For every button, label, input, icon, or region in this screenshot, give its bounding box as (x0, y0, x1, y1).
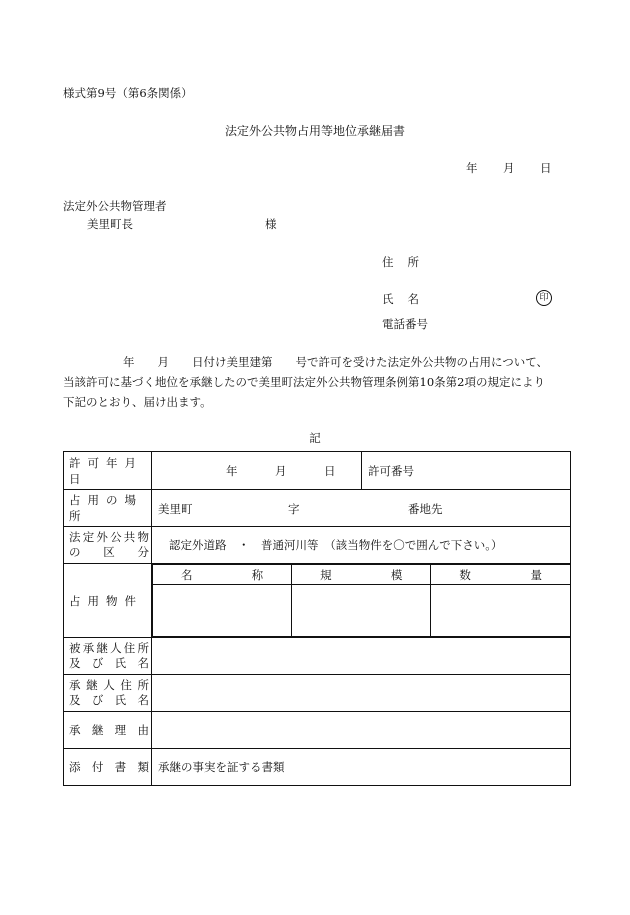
date-day-label: 日 (540, 161, 552, 175)
addressee-mayor: 美里町長 (87, 217, 133, 231)
permit-date-label: 許可年月日 (64, 452, 152, 490)
predecessor-label-line-2: 及び氏名 (69, 656, 149, 670)
predecessor-field[interactable] (152, 638, 571, 675)
document-title: 法定外公共物占用等地位承継届書 (224, 124, 405, 138)
object-name-input[interactable] (153, 585, 292, 637)
col-qty-char-2: 量 (530, 567, 542, 582)
place-field[interactable] (152, 490, 571, 527)
col-name-char-2: 称 (251, 567, 264, 582)
predecessor-label-line-1: 被承継人住所 (69, 641, 149, 655)
object-field (152, 564, 571, 638)
date-year-label: 年 (466, 161, 478, 175)
addressee-manager: 法定外公共物管理者 (63, 199, 167, 213)
body-line-2: 当該許可に基づく地位を承継したので美里町法定外公共物管理条例第10条第2項の規定により (63, 375, 545, 389)
predecessor-label (64, 638, 152, 675)
object-label: 占用物件 (64, 564, 152, 638)
category-label-line-1: 法定外公共物 (69, 530, 149, 544)
permit-day-label: 日 (324, 464, 336, 478)
row-reason (64, 712, 571, 749)
applicant-name-label: 氏名 (382, 292, 433, 306)
form-number: 様式第9号（第6条関係） (63, 86, 193, 100)
successor-label (64, 675, 152, 712)
place-aza: 字 (288, 502, 300, 516)
permit-month-label: 月 (275, 464, 287, 478)
body-paragraph (63, 352, 563, 412)
seal-mark-icon: 印 (536, 290, 552, 306)
object-subtable (152, 564, 570, 637)
category-label-line-2: の 区 分 (69, 545, 149, 559)
place-banchi: 番地先 (408, 502, 443, 516)
permit-date-field[interactable] (152, 452, 362, 490)
applicant-address-label: 住所 (382, 255, 433, 269)
category-value: 認定外道路 ・ 普通河川等 （該当物件を〇で囲んで下さい。） (169, 538, 503, 552)
application-table (63, 451, 571, 786)
body-line-3: 下記のとおり、届け出ます。 (63, 395, 212, 409)
col-scale-header (292, 565, 431, 585)
col-name-header (153, 565, 292, 585)
permit-year-label: 年 (226, 464, 238, 478)
place-label: 占用の場所 (64, 490, 152, 527)
permit-number-field[interactable] (362, 452, 571, 490)
successor-label-line-1: 承継人住所 (69, 678, 149, 692)
attachment-label (64, 749, 152, 786)
body-line-1: 年 月 日付け美里建第 号で許可を受けた法定外公共物の占用について、 (123, 355, 549, 369)
object-scale-input[interactable] (292, 585, 431, 637)
place-town: 美里町 (158, 502, 193, 516)
attachment-field[interactable] (152, 749, 571, 786)
attachment-label-text: 添付書類 (69, 759, 149, 774)
attachment-value: 承継の事実を証する書類 (158, 760, 285, 774)
row-predecessor (64, 638, 571, 675)
ki-heading: 記 (309, 431, 321, 445)
row-category (64, 527, 571, 564)
addressee-honorific: 様 (265, 217, 277, 231)
permit-number-label: 許可番号 (368, 463, 414, 478)
reason-label-text: 承継理由 (69, 722, 149, 737)
category-field[interactable] (152, 527, 571, 564)
successor-field[interactable] (152, 675, 571, 712)
col-scale-char-2: 模 (390, 567, 403, 582)
col-name-char-1: 名 (181, 567, 193, 582)
date-month-label: 月 (503, 161, 515, 175)
col-qty-header (431, 565, 570, 585)
successor-label-line-2: 及び氏名 (69, 693, 149, 707)
row-attachment (64, 749, 571, 786)
col-qty-char-1: 数 (459, 567, 471, 582)
row-permit-date (64, 452, 571, 490)
row-object (64, 564, 571, 638)
col-scale-char-1: 規 (320, 567, 332, 582)
reason-label (64, 712, 152, 749)
category-label (64, 527, 152, 564)
object-qty-input[interactable] (431, 585, 570, 637)
applicant-tel-label: 電話番号 (382, 317, 428, 331)
reason-field[interactable] (152, 712, 571, 749)
row-place (64, 490, 571, 527)
row-successor (64, 675, 571, 712)
